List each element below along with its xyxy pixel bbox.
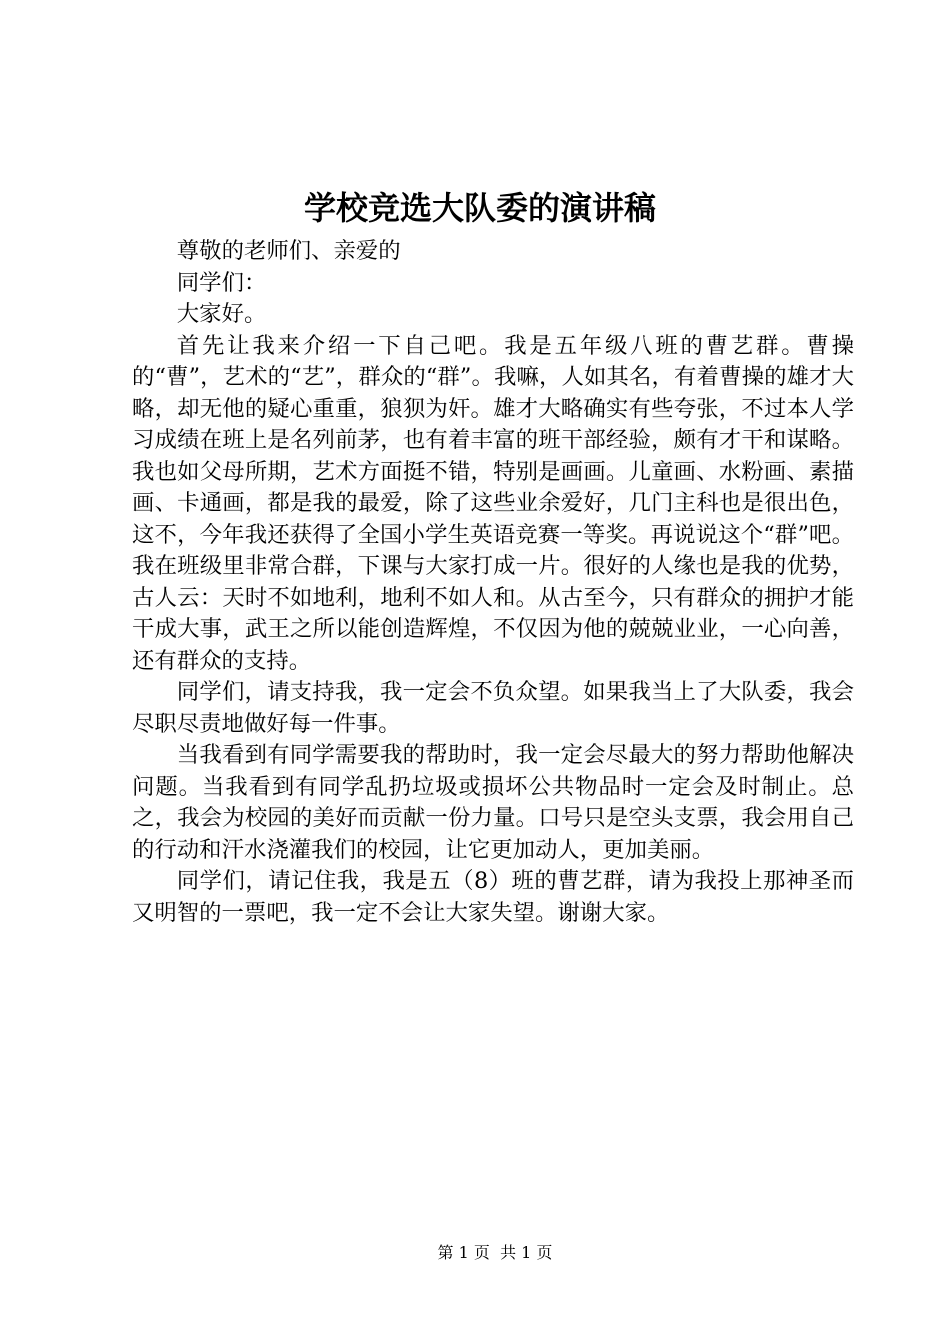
document-title: 学校竞选大队委的演讲稿 <box>303 189 656 227</box>
page-footer <box>0 1242 950 1264</box>
salutation-line-2: 同学们： <box>176 269 267 296</box>
paragraph-request-support: 同学们，请支持我，我一定会不负众望。如果我当上了大队委，我会尽职尽责地做好每一件事。 <box>132 679 854 737</box>
paragraph-promise: 当我看到有同学需要我的帮助时，我一定会尽最大的努力帮助他解决问题。当我看到有同学乱扔垃圾或损坏公共物品时一定会及时制止。总之，我会为校园的美好而贡献一份力量。口号只是空头支票，我会用自己的行动和汗水浇灌我们的校园，让它更加动人，更加美丽。 <box>132 742 854 863</box>
paragraph-closing: 同学们，请记住我，我是五（8）班的曹艺群，请为我投上那神圣而又明智的一票吧，我一定不会让大家失望。谢谢大家。 <box>132 868 854 926</box>
document-body <box>132 236 854 929</box>
page-number: 第 1 页 <box>437 1243 490 1262</box>
salutation-line-1: 尊敬的老师们、亲爱的 <box>176 238 401 264</box>
paragraph-introduction: 首先让我来介绍一下自己吧。我是五年级八班的曹艺群。曹操的“曹”，艺术的“艺”，群众的“群”。我嘛，人如其名，有着曹操的雄才大略，却无他的疑心重重，狼狈为奸。雄才大略确实有些夸张，不过本人学习成绩在班上是名列前茅，也有着丰富的班干部经验，颇有才干和谋略。我也如父母所期，艺术方面挺不错，特别是画画。儿童画、水粉画、素描画、卡通画，都是我的最爱，除了这些业余爱好，几门主科也是很出色，这不，今年我还获得了全国小学生英语竞赛一等奖。再说说这个“群”吧。我在班级里非常合群，下课与大家打成一片。很好的人缘也是我的优势，古人云：天时不如地利，地利不如人和。从古至今，只有群众的拥护才能干成大事，武王之所以能创造辉煌，不仅因为他的兢兢业业，一心向善，还有群众的支持。 <box>132 332 854 674</box>
greeting-line: 大家好。 <box>176 301 267 327</box>
page-total: 共 1 页 <box>500 1243 553 1262</box>
